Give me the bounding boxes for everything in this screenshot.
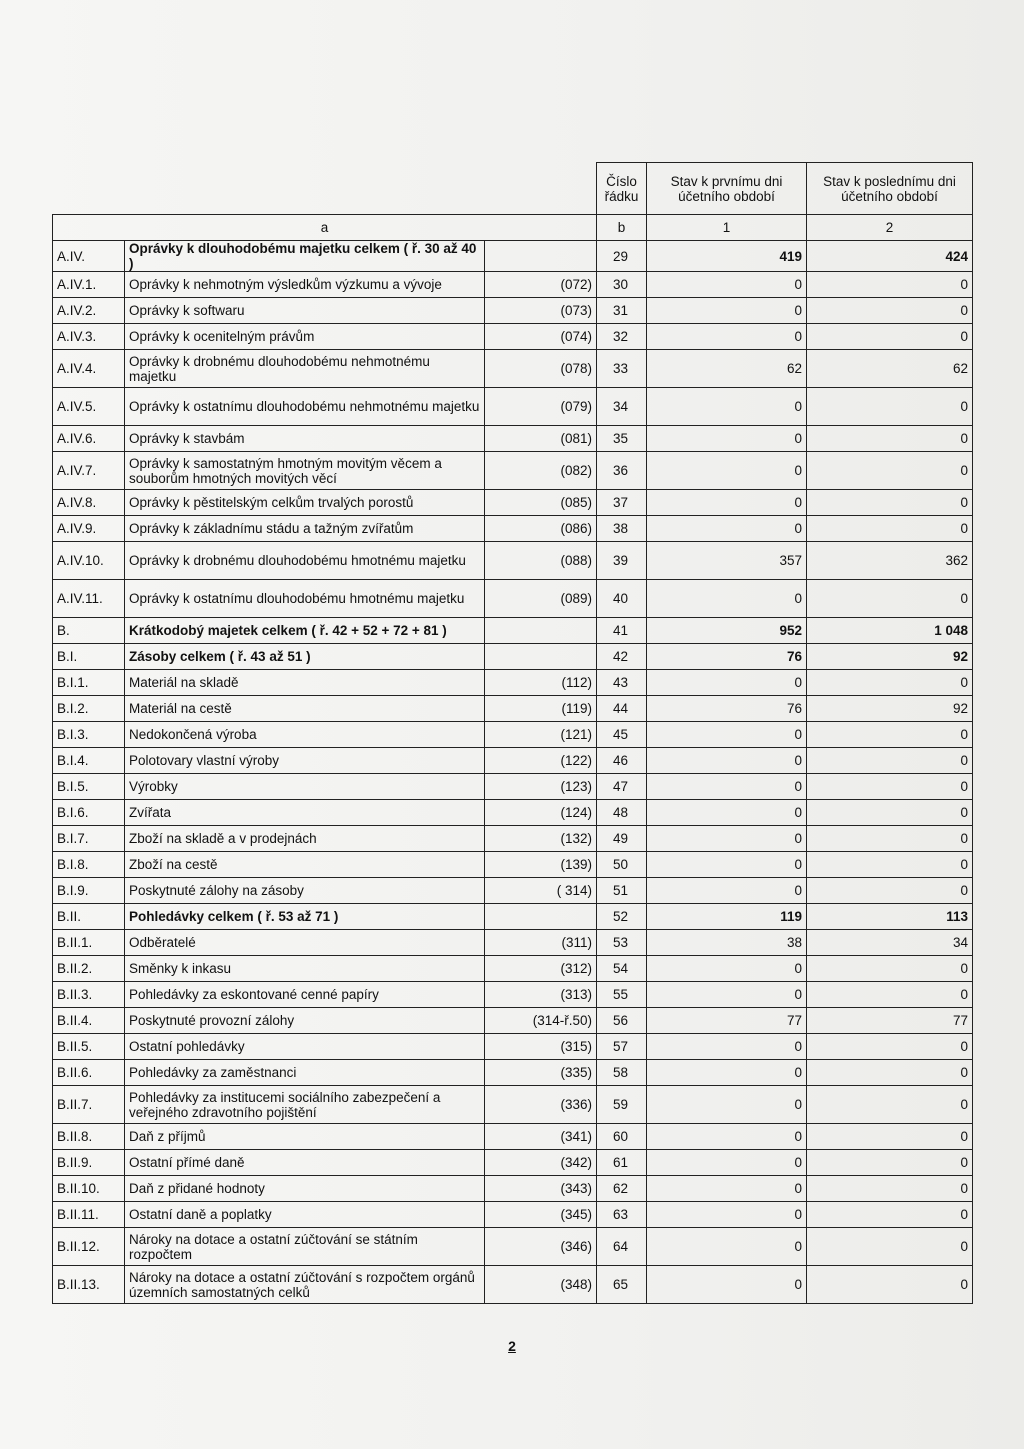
row-value-first-day: 119 bbox=[647, 904, 807, 930]
row-line-number: 39 bbox=[597, 542, 647, 580]
row-code: B.II.10. bbox=[53, 1176, 125, 1202]
table-row bbox=[53, 644, 973, 670]
row-line-number: 43 bbox=[597, 670, 647, 696]
row-value-first-day: 38 bbox=[647, 930, 807, 956]
table-row bbox=[53, 748, 973, 774]
row-line-number: 32 bbox=[597, 324, 647, 350]
row-value-first-day: 0 bbox=[647, 1266, 807, 1304]
row-account-ref: (086) bbox=[485, 516, 597, 542]
row-line-number: 58 bbox=[597, 1060, 647, 1086]
row-value-first-day: 76 bbox=[647, 696, 807, 722]
row-value-last-day: 0 bbox=[807, 1060, 973, 1086]
row-code: A.IV.8. bbox=[53, 490, 125, 516]
subheader-a: a bbox=[53, 215, 597, 241]
row-value-last-day: 0 bbox=[807, 670, 973, 696]
row-description: Oprávky k ostatnímu dlouhodobému nehmotnému majetku bbox=[125, 388, 485, 426]
row-account-ref: (073) bbox=[485, 298, 597, 324]
row-code: B.I.1. bbox=[53, 670, 125, 696]
row-description: Poskytnuté zálohy na zásoby bbox=[125, 878, 485, 904]
row-description: Oprávky k nehmotným výsledkům výzkumu a vývoje bbox=[125, 272, 485, 298]
row-line-number: 31 bbox=[597, 298, 647, 324]
row-account-ref: (089) bbox=[485, 580, 597, 618]
row-code: B.I.8. bbox=[53, 852, 125, 878]
row-account-ref: (348) bbox=[485, 1266, 597, 1304]
row-description: Ostatní daně a poplatky bbox=[125, 1202, 485, 1228]
table-row bbox=[53, 1060, 973, 1086]
row-value-last-day: 0 bbox=[807, 982, 973, 1008]
row-value-first-day: 952 bbox=[647, 618, 807, 644]
row-value-first-day: 0 bbox=[647, 800, 807, 826]
row-value-last-day: 1 048 bbox=[807, 618, 973, 644]
row-account-ref: (346) bbox=[485, 1228, 597, 1266]
row-code: A.IV.11. bbox=[53, 580, 125, 618]
row-value-last-day: 0 bbox=[807, 516, 973, 542]
row-value-first-day: 0 bbox=[647, 1150, 807, 1176]
row-description: Nároky na dotace a ostatní zúčtování s rozpočtem orgánů územních samostatných celků bbox=[125, 1266, 485, 1304]
row-account-ref: (072) bbox=[485, 272, 597, 298]
row-description: Oprávky k drobnému dlouhodobému nehmotnému majetku bbox=[125, 350, 485, 388]
row-account-ref: (314-ř.50) bbox=[485, 1008, 597, 1034]
table-row bbox=[53, 800, 973, 826]
row-description: Výrobky bbox=[125, 774, 485, 800]
row-description: Oprávky k drobnému dlouhodobému hmotnému majetku bbox=[125, 542, 485, 580]
table-row bbox=[53, 696, 973, 722]
row-code: B.I.3. bbox=[53, 722, 125, 748]
row-value-last-day: 0 bbox=[807, 426, 973, 452]
row-description: Oprávky k pěstitelským celkům trvalých porostů bbox=[125, 490, 485, 516]
row-value-last-day: 0 bbox=[807, 298, 973, 324]
row-account-ref: (074) bbox=[485, 324, 597, 350]
row-value-last-day: 77 bbox=[807, 1008, 973, 1034]
row-line-number: 38 bbox=[597, 516, 647, 542]
row-value-first-day: 0 bbox=[647, 298, 807, 324]
table-row bbox=[53, 298, 973, 324]
row-account-ref bbox=[485, 904, 597, 930]
row-code: B.II.4. bbox=[53, 1008, 125, 1034]
row-value-last-day: 0 bbox=[807, 852, 973, 878]
row-value-last-day: 0 bbox=[807, 580, 973, 618]
row-value-last-day: 0 bbox=[807, 1202, 973, 1228]
table-row bbox=[53, 241, 973, 272]
row-code: A.IV. bbox=[53, 241, 125, 272]
row-value-first-day: 0 bbox=[647, 1176, 807, 1202]
row-value-first-day: 77 bbox=[647, 1008, 807, 1034]
row-account-ref: (311) bbox=[485, 930, 597, 956]
row-description: Ostatní přímé daně bbox=[125, 1150, 485, 1176]
row-line-number: 37 bbox=[597, 490, 647, 516]
row-description: Oprávky k softwaru bbox=[125, 298, 485, 324]
row-line-number: 54 bbox=[597, 956, 647, 982]
row-code: B.II.1. bbox=[53, 930, 125, 956]
row-value-first-day: 0 bbox=[647, 272, 807, 298]
table-row bbox=[53, 904, 973, 930]
table-row bbox=[53, 1008, 973, 1034]
table-row bbox=[53, 324, 973, 350]
row-account-ref: (121) bbox=[485, 722, 597, 748]
row-line-number: 36 bbox=[597, 452, 647, 490]
row-value-first-day: 0 bbox=[647, 1124, 807, 1150]
row-value-last-day: 0 bbox=[807, 490, 973, 516]
table-row bbox=[53, 1034, 973, 1060]
row-description: Oprávky k základnímu stádu a tažným zvířatům bbox=[125, 516, 485, 542]
table-row bbox=[53, 852, 973, 878]
row-value-first-day: 0 bbox=[647, 670, 807, 696]
row-account-ref: (139) bbox=[485, 852, 597, 878]
row-line-number: 34 bbox=[597, 388, 647, 426]
row-value-last-day: 34 bbox=[807, 930, 973, 956]
row-account-ref: (312) bbox=[485, 956, 597, 982]
row-line-number: 52 bbox=[597, 904, 647, 930]
row-line-number: 47 bbox=[597, 774, 647, 800]
row-value-last-day: 0 bbox=[807, 272, 973, 298]
row-line-number: 49 bbox=[597, 826, 647, 852]
row-value-first-day: 0 bbox=[647, 982, 807, 1008]
row-description: Zvířata bbox=[125, 800, 485, 826]
row-code: B.II.2. bbox=[53, 956, 125, 982]
table-row bbox=[53, 1086, 973, 1124]
row-account-ref: (124) bbox=[485, 800, 597, 826]
row-code: B.II. bbox=[53, 904, 125, 930]
row-description: Nedokončená výroba bbox=[125, 722, 485, 748]
row-account-ref: (341) bbox=[485, 1124, 597, 1150]
table-row bbox=[53, 272, 973, 298]
row-description: Ostatní pohledávky bbox=[125, 1034, 485, 1060]
row-account-ref: (315) bbox=[485, 1034, 597, 1060]
row-value-first-day: 0 bbox=[647, 1034, 807, 1060]
table-row bbox=[53, 388, 973, 426]
table-row bbox=[53, 618, 973, 644]
row-value-last-day: 0 bbox=[807, 324, 973, 350]
row-account-ref: (082) bbox=[485, 452, 597, 490]
row-code: A.IV.7. bbox=[53, 452, 125, 490]
row-description: Daň z přidané hodnoty bbox=[125, 1176, 485, 1202]
table-row bbox=[53, 1228, 973, 1266]
row-line-number: 51 bbox=[597, 878, 647, 904]
row-value-last-day: 0 bbox=[807, 1086, 973, 1124]
row-account-ref: (343) bbox=[485, 1176, 597, 1202]
row-code: B.II.6. bbox=[53, 1060, 125, 1086]
row-account-ref: (335) bbox=[485, 1060, 597, 1086]
row-value-first-day: 0 bbox=[647, 878, 807, 904]
row-code: B. bbox=[53, 618, 125, 644]
table-row bbox=[53, 1202, 973, 1228]
row-value-first-day: 0 bbox=[647, 826, 807, 852]
table-row bbox=[53, 490, 973, 516]
row-value-last-day: 0 bbox=[807, 388, 973, 426]
row-line-number: 57 bbox=[597, 1034, 647, 1060]
row-account-ref: (342) bbox=[485, 1150, 597, 1176]
row-code: A.IV.10. bbox=[53, 542, 125, 580]
row-value-first-day: 0 bbox=[647, 452, 807, 490]
row-description: Oprávky k ostatnímu dlouhodobému hmotnému majetku bbox=[125, 580, 485, 618]
table-row bbox=[53, 1124, 973, 1150]
row-account-ref: (132) bbox=[485, 826, 597, 852]
table-row bbox=[53, 542, 973, 580]
row-code: B.II.11. bbox=[53, 1202, 125, 1228]
row-value-last-day: 92 bbox=[807, 696, 973, 722]
subheader-row bbox=[53, 215, 973, 241]
row-value-first-day: 76 bbox=[647, 644, 807, 670]
row-description: Oprávky k dlouhodobému majetku celkem ( ř. 30 až 40 ) bbox=[125, 241, 485, 272]
row-account-ref bbox=[485, 644, 597, 670]
row-code: A.IV.3. bbox=[53, 324, 125, 350]
row-code: A.IV.5. bbox=[53, 388, 125, 426]
table-row bbox=[53, 350, 973, 388]
row-line-number: 60 bbox=[597, 1124, 647, 1150]
row-line-number: 40 bbox=[597, 580, 647, 618]
row-value-last-day: 0 bbox=[807, 1266, 973, 1304]
row-code: B.II.13. bbox=[53, 1266, 125, 1304]
row-value-last-day: 0 bbox=[807, 1124, 973, 1150]
row-code: B.II.7. bbox=[53, 1086, 125, 1124]
table-row bbox=[53, 670, 973, 696]
row-line-number: 46 bbox=[597, 748, 647, 774]
row-line-number: 53 bbox=[597, 930, 647, 956]
row-code: B.II.3. bbox=[53, 982, 125, 1008]
row-value-first-day: 0 bbox=[647, 1202, 807, 1228]
row-description: Zásoby celkem ( ř. 43 až 51 ) bbox=[125, 644, 485, 670]
row-value-first-day: 62 bbox=[647, 350, 807, 388]
row-description: Pohledávky za eskontované cenné papíry bbox=[125, 982, 485, 1008]
header-cislo-radku: Číslo řádku bbox=[597, 163, 647, 215]
row-code: B.I.7. bbox=[53, 826, 125, 852]
row-code: A.IV.4. bbox=[53, 350, 125, 388]
header-row bbox=[53, 163, 973, 215]
row-line-number: 48 bbox=[597, 800, 647, 826]
row-code: B.I.4. bbox=[53, 748, 125, 774]
row-value-first-day: 0 bbox=[647, 1228, 807, 1266]
row-description: Pohledávky za institucemi sociálního zabezpečení a veřejného zdravotního pojištění bbox=[125, 1086, 485, 1124]
header-stav-posledni-den: Stav k poslednímu dni účetního období bbox=[807, 163, 973, 215]
row-code: B.I.9. bbox=[53, 878, 125, 904]
table-row bbox=[53, 1266, 973, 1304]
row-account-ref: (119) bbox=[485, 696, 597, 722]
row-description: Materiál na cestě bbox=[125, 696, 485, 722]
row-account-ref: ( 314) bbox=[485, 878, 597, 904]
row-account-ref: (345) bbox=[485, 1202, 597, 1228]
row-code: A.IV.6. bbox=[53, 426, 125, 452]
table-row bbox=[53, 930, 973, 956]
balance-sheet-table bbox=[52, 162, 973, 1304]
row-code: A.IV.2. bbox=[53, 298, 125, 324]
table-row bbox=[53, 580, 973, 618]
table-row bbox=[53, 982, 973, 1008]
row-code: B.II.12. bbox=[53, 1228, 125, 1266]
row-account-ref: (081) bbox=[485, 426, 597, 452]
page-number: 2 bbox=[508, 1338, 516, 1354]
row-description: Směnky k inkasu bbox=[125, 956, 485, 982]
subheader-1: 1 bbox=[647, 215, 807, 241]
row-description: Zboží na cestě bbox=[125, 852, 485, 878]
row-value-last-day: 113 bbox=[807, 904, 973, 930]
row-value-last-day: 0 bbox=[807, 1176, 973, 1202]
row-value-first-day: 0 bbox=[647, 956, 807, 982]
row-line-number: 64 bbox=[597, 1228, 647, 1266]
row-description: Poskytnuté provozní zálohy bbox=[125, 1008, 485, 1034]
subheader-2: 2 bbox=[807, 215, 973, 241]
row-account-ref: (122) bbox=[485, 748, 597, 774]
row-value-last-day: 0 bbox=[807, 1150, 973, 1176]
row-value-first-day: 0 bbox=[647, 748, 807, 774]
row-line-number: 33 bbox=[597, 350, 647, 388]
row-line-number: 42 bbox=[597, 644, 647, 670]
row-value-last-day: 0 bbox=[807, 826, 973, 852]
table-row bbox=[53, 826, 973, 852]
row-account-ref: (085) bbox=[485, 490, 597, 516]
subheader-b: b bbox=[597, 215, 647, 241]
row-value-first-day: 0 bbox=[647, 516, 807, 542]
row-value-first-day: 0 bbox=[647, 722, 807, 748]
row-description: Pohledávky za zaměstnanci bbox=[125, 1060, 485, 1086]
row-line-number: 62 bbox=[597, 1176, 647, 1202]
row-value-first-day: 419 bbox=[647, 241, 807, 272]
header-stav-prvni-den: Stav k prvnímu dni účetního období bbox=[647, 163, 807, 215]
row-description: Oprávky k samostatným hmotným movitým věcem a souborům hmotných movitých věcí bbox=[125, 452, 485, 490]
row-line-number: 55 bbox=[597, 982, 647, 1008]
row-value-first-day: 0 bbox=[647, 324, 807, 350]
row-account-ref: (336) bbox=[485, 1086, 597, 1124]
row-account-ref: (079) bbox=[485, 388, 597, 426]
row-description: Oprávky k stavbám bbox=[125, 426, 485, 452]
row-value-first-day: 0 bbox=[647, 426, 807, 452]
row-value-first-day: 0 bbox=[647, 852, 807, 878]
row-line-number: 65 bbox=[597, 1266, 647, 1304]
row-line-number: 56 bbox=[597, 1008, 647, 1034]
table-row bbox=[53, 956, 973, 982]
table-row bbox=[53, 452, 973, 490]
row-description: Nároky na dotace a ostatní zúčtování se státním rozpočtem bbox=[125, 1228, 485, 1266]
table-row bbox=[53, 878, 973, 904]
row-description: Krátkodobý majetek celkem ( ř. 42 + 52 + 72 + 81 ) bbox=[125, 618, 485, 644]
row-code: B.II.8. bbox=[53, 1124, 125, 1150]
row-line-number: 45 bbox=[597, 722, 647, 748]
row-value-first-day: 0 bbox=[647, 388, 807, 426]
row-line-number: 29 bbox=[597, 241, 647, 272]
row-description: Polotovary vlastní výroby bbox=[125, 748, 485, 774]
row-value-last-day: 0 bbox=[807, 722, 973, 748]
table-row bbox=[53, 774, 973, 800]
row-line-number: 41 bbox=[597, 618, 647, 644]
row-account-ref bbox=[485, 241, 597, 272]
row-value-first-day: 0 bbox=[647, 580, 807, 618]
row-account-ref: (123) bbox=[485, 774, 597, 800]
row-value-first-day: 0 bbox=[647, 1060, 807, 1086]
row-code: B.I. bbox=[53, 644, 125, 670]
row-value-last-day: 0 bbox=[807, 956, 973, 982]
row-value-last-day: 362 bbox=[807, 542, 973, 580]
row-code: B.II.5. bbox=[53, 1034, 125, 1060]
table-row bbox=[53, 426, 973, 452]
row-code: B.I.6. bbox=[53, 800, 125, 826]
row-line-number: 30 bbox=[597, 272, 647, 298]
table-row bbox=[53, 516, 973, 542]
row-code: B.I.5. bbox=[53, 774, 125, 800]
row-description: Daň z příjmů bbox=[125, 1124, 485, 1150]
row-value-last-day: 0 bbox=[807, 774, 973, 800]
row-value-first-day: 0 bbox=[647, 1086, 807, 1124]
row-value-last-day: 92 bbox=[807, 644, 973, 670]
row-line-number: 61 bbox=[597, 1150, 647, 1176]
row-line-number: 35 bbox=[597, 426, 647, 452]
row-code: A.IV.1. bbox=[53, 272, 125, 298]
row-description: Odběratelé bbox=[125, 930, 485, 956]
row-description: Pohledávky celkem ( ř. 53 až 71 ) bbox=[125, 904, 485, 930]
row-value-first-day: 0 bbox=[647, 774, 807, 800]
row-value-last-day: 0 bbox=[807, 800, 973, 826]
row-account-ref: (088) bbox=[485, 542, 597, 580]
row-account-ref: (112) bbox=[485, 670, 597, 696]
row-description: Oprávky k ocenitelným právům bbox=[125, 324, 485, 350]
row-code: B.I.2. bbox=[53, 696, 125, 722]
row-value-last-day: 424 bbox=[807, 241, 973, 272]
table-row bbox=[53, 722, 973, 748]
row-line-number: 50 bbox=[597, 852, 647, 878]
row-line-number: 63 bbox=[597, 1202, 647, 1228]
row-value-first-day: 0 bbox=[647, 490, 807, 516]
row-account-ref bbox=[485, 618, 597, 644]
row-value-last-day: 0 bbox=[807, 1034, 973, 1060]
row-account-ref: (078) bbox=[485, 350, 597, 388]
row-line-number: 59 bbox=[597, 1086, 647, 1124]
row-value-last-day: 62 bbox=[807, 350, 973, 388]
row-line-number: 44 bbox=[597, 696, 647, 722]
row-value-last-day: 0 bbox=[807, 878, 973, 904]
row-value-first-day: 357 bbox=[647, 542, 807, 580]
row-description: Zboží na skladě a v prodejnách bbox=[125, 826, 485, 852]
table-row bbox=[53, 1176, 973, 1202]
row-value-last-day: 0 bbox=[807, 452, 973, 490]
row-value-last-day: 0 bbox=[807, 1228, 973, 1266]
row-account-ref: (313) bbox=[485, 982, 597, 1008]
row-value-last-day: 0 bbox=[807, 748, 973, 774]
row-code: A.IV.9. bbox=[53, 516, 125, 542]
table-row bbox=[53, 1150, 973, 1176]
row-code: B.II.9. bbox=[53, 1150, 125, 1176]
row-description: Materiál na skladě bbox=[125, 670, 485, 696]
